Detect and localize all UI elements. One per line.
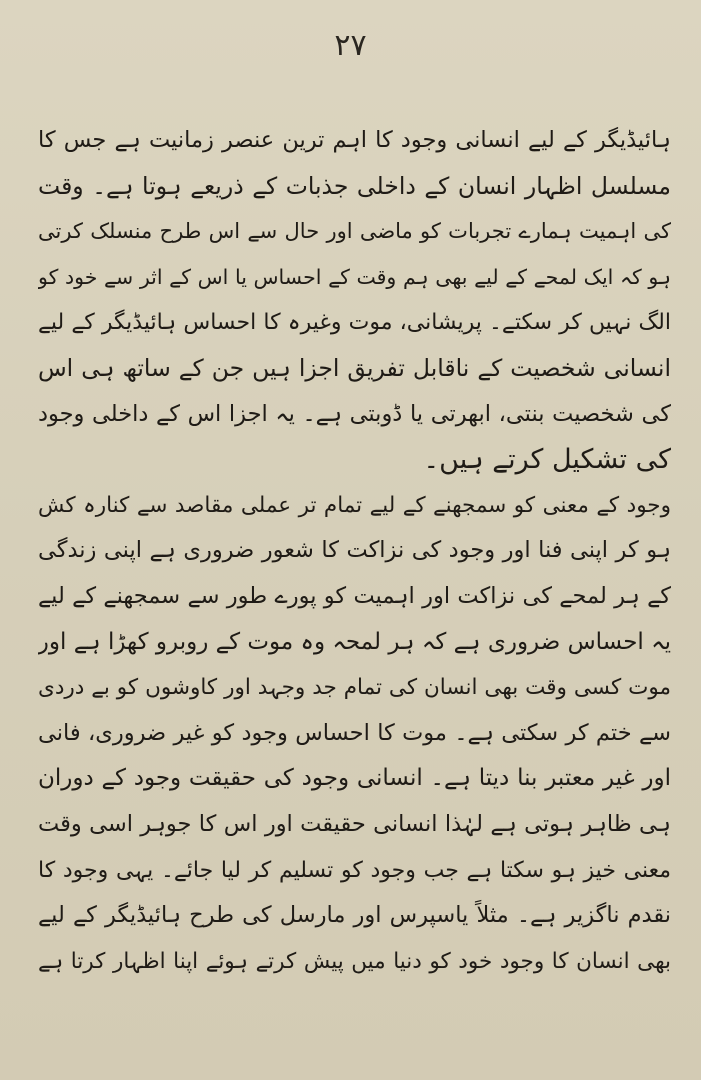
paragraph: [38, 483, 671, 985]
text-line: ہی ظاہر ہوتی ہے لہٰذا انسانی حقیقت اور اس کا جوہر اسی وقت: [38, 810, 671, 837]
text-line: معنی خیز ہو سکتا ہے جب وجود کو تسلیم کر لیا جائے۔ یہی وجود کا: [38, 857, 671, 883]
text-line: اور غیر معتبر بنا دیتا ہے۔ انسانی وجود کی حقیقت وجود کے دوران: [38, 765, 671, 792]
text-line: کی اہمیت ہمارے تجربات کو ماضی اور حال سے اس طرح منسلک کرتی: [38, 219, 671, 244]
page-number: ۲۷: [334, 28, 367, 63]
text-line: ہائیڈیگر کے لیے انسانی وجود کا اہم ترین عنصر زمانیت ہے جس کا: [38, 127, 671, 153]
text-line: مسلسل اظہار انسان کے داخلی جذبات کے ذریعے ہوتا ہے۔ وقت: [38, 171, 671, 200]
text-line: انسانی شخصیت کے ناقابل تفریق اجزا ہیں جن کے ساتھ ہی اس: [38, 353, 671, 382]
text-line: بھی انسان کا وجود خود کو دنیا میں پیش کرتے ہوئے اپنا اظہار کرتا ہے: [38, 948, 671, 974]
text-line: کے ہر لمحے کی نزاکت اور اہمیت کو پورے طور سے سمجھنے کے لیے: [38, 582, 671, 609]
text-line: الگ نہیں کر سکتے۔ پریشانی، موت وغیرہ کا احساس ہائیڈیگر کے لیے: [38, 310, 671, 336]
text-line: کی تشکیل کرتے ہیں۔: [423, 444, 671, 476]
text-line: ہو کہ ایک لمحے کے لیے بھی ہم وقت کے احساس یا اس کے اثر سے خود کو: [38, 264, 671, 289]
text-line: نقدم ناگزیر ہے۔ مثلاً یاسپرس اور مارسل کی طرح ہائیڈیگر کے لیے: [38, 902, 671, 929]
text-line: وجود کے معنی کو سمجھنے کے لیے تمام تر عملی مقاصد سے کنارہ کش: [38, 492, 671, 518]
text-line: یہ احساس ضروری ہے کہ ہر لمحہ وہ موت کے روبرو کھڑا ہے اور: [38, 628, 671, 655]
text-line: سے ختم کر سکتی ہے۔ موت کا احساس وجود کو غیر ضروری، فانی: [38, 719, 671, 746]
text-line: کی شخصیت بنتی، ابھرتی یا ڈوبتی ہے۔ یہ اجزا اس کے داخلی وجود: [38, 400, 671, 427]
page-body-text: [38, 118, 671, 984]
text-line: موت کسی وقت بھی انسان کی تمام جد وجہد اور کاوشوں کو بے دردی: [38, 675, 671, 701]
text-line: ہو کر اپنی فنا اور وجود کی نزاکت کا شعور ضروری ہے اپنی زندگی: [38, 537, 671, 564]
paragraph: [38, 118, 671, 483]
